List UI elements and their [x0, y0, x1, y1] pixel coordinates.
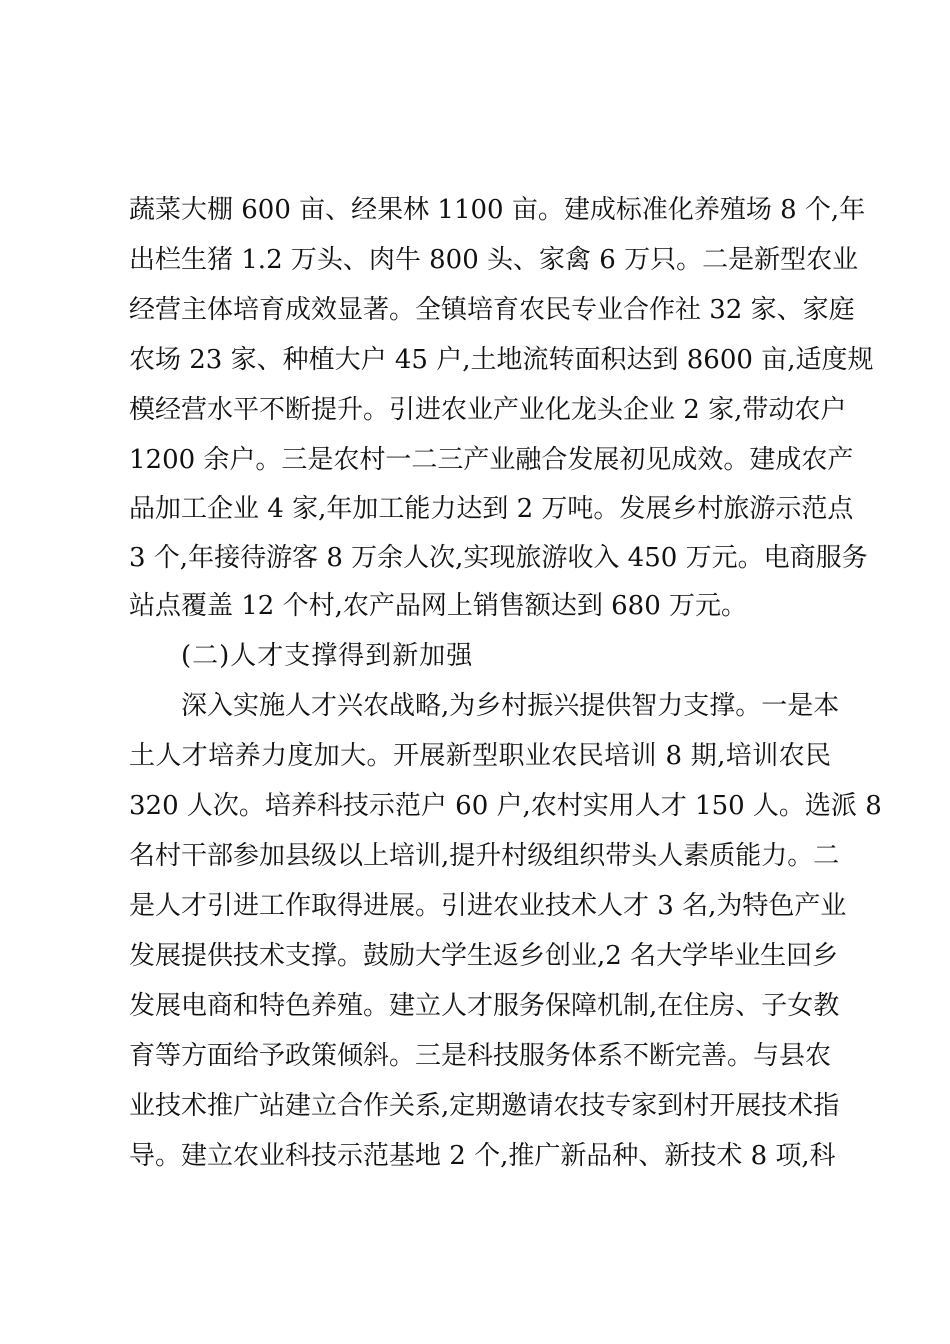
body-text-line: 业技术推广站建立合作关系,定期邀请农技专家到村开展技术指	[129, 1091, 840, 1121]
body-text-line: 320 人次。培养科技示范户 60 户,农村实用人才 150 人。选派 8	[129, 791, 882, 821]
body-text-line: 3 个,年接待游客 8 万余人次,实现旅游收入 450 万元。电商服务	[129, 543, 868, 573]
body-text-line: 育等方面给予政策倾斜。三是科技服务体系不断完善。与县农	[129, 1041, 832, 1071]
body-text-line: 农场 23 家、种植大户 45 户,土地流转面积达到 8600 亩,适度规	[129, 345, 874, 375]
body-text-line: 导。建立农业科技示范基地 2 个,推广新品种、新技术 8 项,科	[129, 1141, 836, 1171]
body-text-line: 品加工企业 4 家,年加工能力达到 2 万吨。发展乡村旅游示范点	[129, 494, 854, 524]
body-text-line: 站点覆盖 12 个村,农产品网上销售额达到 680 万元。	[129, 591, 748, 621]
body-text-line: 蔬菜大棚 600 亩、经果林 1100 亩。建成标准化养殖场 8 个,年	[129, 195, 866, 225]
body-text-line: 经营主体培育成效显著。全镇培育农民专业合作社 32 家、家庭	[129, 295, 855, 325]
body-text-line: 模经营水平不断提升。引进农业产业化龙头企业 2 家,带动农户	[129, 395, 847, 425]
body-text-line: 是人才引进工作取得进展。引进农业技术人才 3 名,为特色产业	[129, 891, 847, 921]
body-text-line: 土人才培养力度加大。开展新型职业农民培训 8 期,培训农民	[129, 741, 831, 771]
body-text-line: 发展提供技术支撑。鼓励大学生返乡创业,2 名大学毕业生回乡	[129, 941, 839, 971]
section-heading: (二)人才支撑得到新加强	[181, 641, 474, 671]
body-text-line: 名村干部参加县级以上培训,提升村级组织带头人素质能力。二	[129, 841, 840, 871]
body-text-line: 深入实施人才兴农战略,为乡村振兴提供智力支撑。一是本	[181, 691, 840, 721]
body-text-line: 1200 余户。三是农村一二三产业融合发展初见成效。建成农产	[129, 445, 854, 475]
body-text-line: 发展电商和特色养殖。建立人才服务保障机制,在住房、子女教	[129, 991, 840, 1021]
body-text-line: 出栏生猪 1.2 万头、肉牛 800 头、家禽 6 万只。二是新型农业	[129, 245, 859, 275]
